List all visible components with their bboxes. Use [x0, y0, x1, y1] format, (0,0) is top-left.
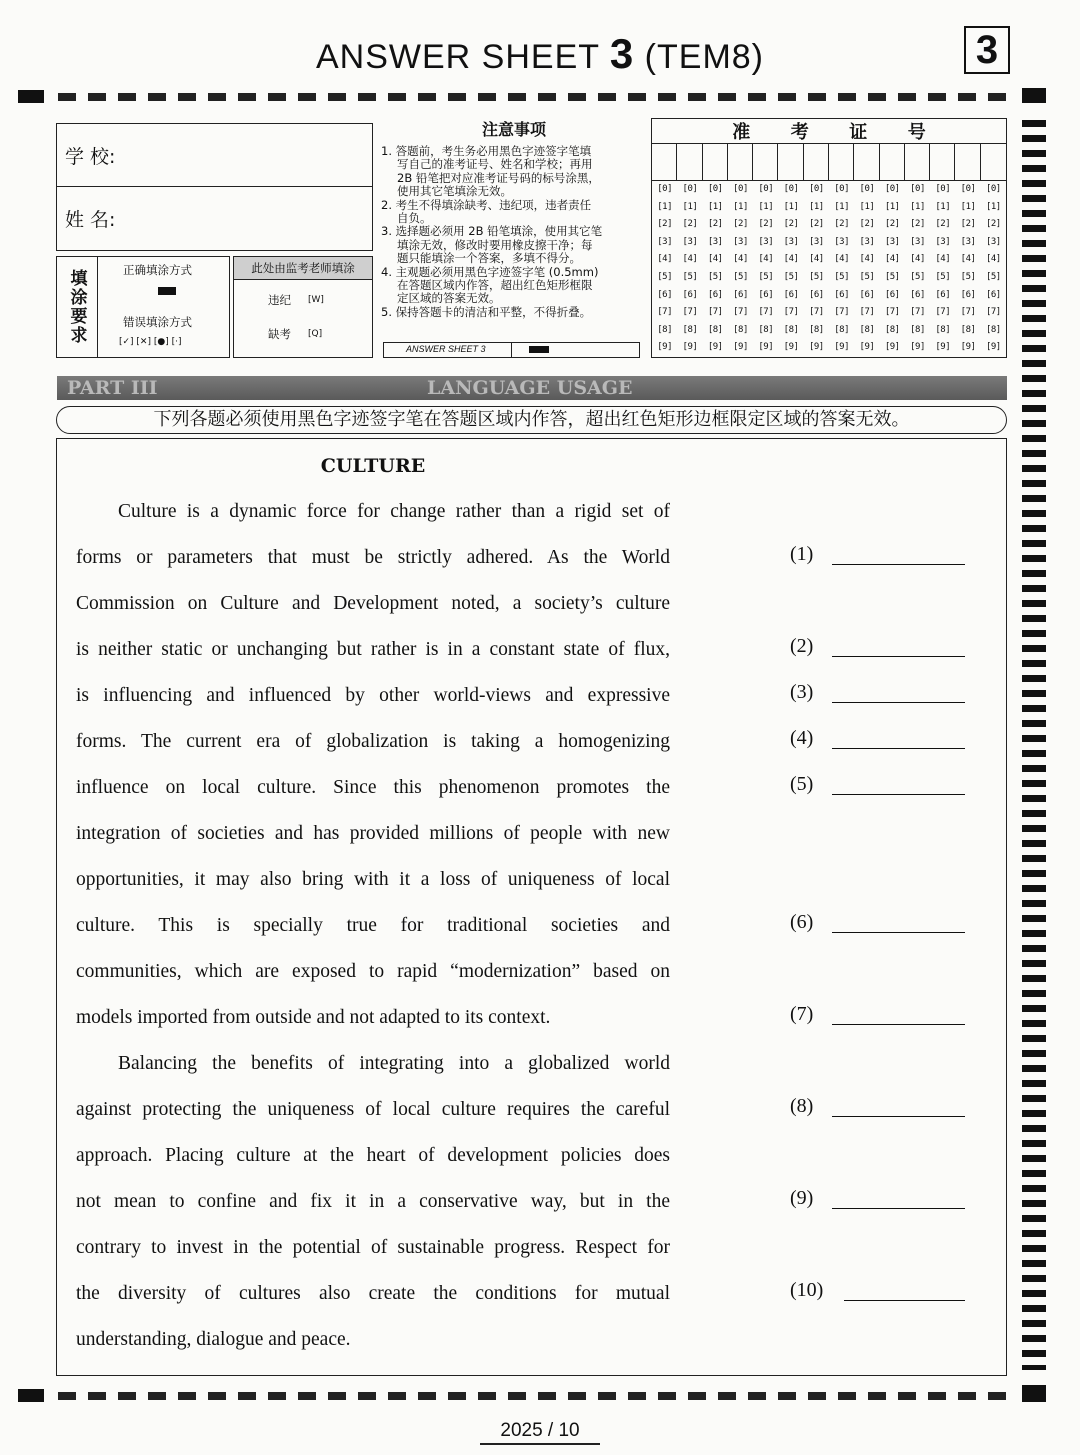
- passage-line: contrary to invest in the potential of sustainable progress. Respect for: [76, 1237, 670, 1258]
- notes-list: [381, 145, 645, 319]
- passage-line: Balancing the benefits of integrating into a globalized world: [118, 1053, 670, 1074]
- exam-id-bubble[interactable]: [1]: [707, 201, 723, 212]
- exam-id-bubble[interactable]: [1]: [733, 201, 748, 212]
- note-line: 自负。: [397, 211, 432, 226]
- exam-id-bubble[interactable]: [1]: [859, 201, 875, 212]
- title-suffix: (TEM8): [644, 38, 764, 76]
- exam-id-bubble[interactable]: [9]: [935, 342, 951, 353]
- note-line: 定区域的答案无效。: [397, 291, 501, 306]
- exam-id-bubble[interactable]: [8]: [884, 324, 900, 335]
- note-line: 5. 保持答题卡的清洁和平整，不得折叠。: [381, 304, 592, 319]
- exam-id-bubble[interactable]: [4]: [758, 254, 774, 265]
- exam-id-write-cells: [652, 144, 1006, 181]
- blank-number: (3): [790, 681, 814, 703]
- note-line: 2B 铅笔把对应准考证号码的标号涂黑，: [397, 170, 600, 185]
- school-field[interactable]: [57, 124, 372, 187]
- exam-id-bubble[interactable]: [6]: [884, 289, 900, 300]
- blank-line[interactable]: [832, 1194, 965, 1209]
- registration-mark: [18, 1389, 44, 1402]
- fill-rules-box: [56, 256, 230, 358]
- part-label: PART III: [67, 377, 158, 399]
- blank-number: (1): [790, 543, 814, 565]
- exam-id-bubble[interactable]: [5]: [859, 271, 875, 282]
- exam-id-bubble[interactable]: [1]: [935, 201, 951, 212]
- exam-id-bubble[interactable]: [2]: [834, 219, 850, 230]
- exam-id-bubble[interactable]: [3]: [834, 236, 850, 247]
- exam-id-bubble[interactable]: [9]: [960, 342, 976, 353]
- exam-id-bubble[interactable]: [4]: [834, 254, 850, 265]
- exam-id-bubble[interactable]: [9]: [808, 342, 824, 353]
- exam-id-bubble[interactable]: [4]: [682, 254, 698, 265]
- exam-id-bubble[interactable]: [2]: [758, 219, 774, 230]
- exam-id-bubble[interactable]: [9]: [884, 342, 900, 353]
- exam-id-bubble[interactable]: [2]: [808, 219, 824, 230]
- exam-id-bubble[interactable]: [4]: [985, 254, 1001, 265]
- exam-id-bubble[interactable]: [2]: [859, 219, 875, 230]
- exam-id-bubble[interactable]: [0]: [733, 184, 748, 194]
- proctor-box: [233, 256, 373, 358]
- title-number: 3: [609, 30, 635, 77]
- blank-number: (4): [790, 727, 814, 749]
- exam-id-bubble[interactable]: [5]: [834, 271, 850, 282]
- school-label: 学 校:: [65, 145, 116, 168]
- exam-id-bubble[interactable]: [7]: [682, 307, 698, 318]
- exam-id-bubble[interactable]: [3]: [960, 236, 976, 247]
- blank-number: (8): [790, 1095, 814, 1117]
- exam-id-bubble[interactable]: [3]: [758, 236, 774, 247]
- exam-id-write-cell[interactable]: [804, 144, 829, 180]
- exam-id-bubble[interactable]: [0]: [783, 184, 799, 194]
- exam-id-bubble[interactable]: [9]: [758, 342, 774, 353]
- passage-line: is neither static or unchanging but rather is in a constant state of flux,: [76, 639, 670, 660]
- exam-id-bubble[interactable]: [4]: [884, 254, 900, 265]
- tag-mark: [529, 346, 549, 353]
- exam-id-bubble-column: [804, 181, 829, 357]
- exam-id-bubble[interactable]: [0]: [758, 184, 774, 194]
- blank-line[interactable]: [832, 550, 965, 565]
- answer-instruction: 下列各题必须使用黑色字迹签字笔在答题区域内作答，超出红色矩形边框限定区域的答案无效。: [56, 406, 1007, 434]
- violation-bubble[interactable]: [W]: [308, 295, 324, 305]
- exam-id-bubble[interactable]: [5]: [682, 271, 698, 282]
- exam-id-write-cell[interactable]: [930, 144, 955, 180]
- exam-id-bubble[interactable]: [0]: [707, 184, 723, 194]
- exam-id-title-char: 证: [849, 122, 868, 143]
- exam-id-bubble[interactable]: [8]: [733, 324, 748, 335]
- exam-id-bubble[interactable]: [8]: [910, 324, 925, 335]
- exam-id-title-char: 号: [907, 122, 926, 143]
- school-name-box: [56, 123, 373, 251]
- proctor-header: 此处由监考老师填涂: [234, 257, 372, 280]
- exam-id-bubble[interactable]: [8]: [707, 324, 723, 335]
- name-label: 姓 名:: [65, 208, 116, 231]
- blank-number: (7): [790, 1003, 814, 1025]
- exam-id-bubble[interactable]: [6]: [834, 289, 850, 300]
- answer-sheet-tag: [383, 342, 640, 358]
- exam-id-bubbles: [652, 181, 1006, 357]
- exam-id-bubble-column: [829, 181, 854, 357]
- exam-id-write-cell[interactable]: [753, 144, 778, 180]
- exam-id-bubble[interactable]: [6]: [935, 289, 951, 300]
- exam-id-write-cell[interactable]: [981, 144, 1006, 180]
- exam-id-bubble[interactable]: [1]: [884, 201, 900, 212]
- exam-id-bubble[interactable]: [8]: [657, 324, 673, 335]
- exam-id-bubble[interactable]: [5]: [884, 271, 900, 282]
- exam-id-bubble[interactable]: [0]: [682, 184, 698, 194]
- exam-id-bubble[interactable]: [7]: [657, 307, 673, 318]
- exam-id-bubble[interactable]: [3]: [783, 236, 799, 247]
- exam-id-title-char: 准: [732, 122, 751, 143]
- exam-id-bubble[interactable]: [7]: [733, 307, 748, 318]
- passage-line: not mean to confine and fix it in a conservative way, but in the: [76, 1191, 670, 1212]
- note-line: 使用其它笔填涂无效。: [397, 184, 512, 199]
- exam-id-bubble[interactable]: [1]: [808, 201, 824, 212]
- blank-line[interactable]: [832, 918, 965, 933]
- sheet-title: [0, 30, 1080, 78]
- passage-line: approach. Placing culture at the heart of development policies does: [76, 1145, 670, 1166]
- exam-id-bubble[interactable]: [7]: [834, 307, 850, 318]
- exam-id-bubble[interactable]: [3]: [682, 236, 698, 247]
- exam-id-bubble[interactable]: [6]: [960, 289, 976, 300]
- exam-id-bubble[interactable]: [2]: [707, 219, 723, 230]
- correct-fill-label: 正确填涂方式: [123, 263, 192, 277]
- exam-id-bubble[interactable]: [3]: [733, 236, 748, 247]
- timing-marks: [1022, 120, 1046, 1370]
- blank-number: (2): [790, 635, 814, 657]
- exam-id-write-cell[interactable]: [677, 144, 702, 180]
- exam-id-bubble[interactable]: [2]: [733, 219, 748, 230]
- passage-line: Commission on Culture and Development noted, a society’s culture: [76, 593, 670, 614]
- exam-id-bubble-column: [854, 181, 879, 357]
- violation-label: 违纪: [268, 293, 291, 307]
- exam-id-bubble[interactable]: [8]: [682, 324, 698, 335]
- answer-blank[interactable]: [790, 1275, 965, 1305]
- exam-id-bubble[interactable]: [9]: [707, 342, 723, 353]
- exam-id-write-cell[interactable]: [728, 144, 753, 180]
- exam-id-bubble[interactable]: [2]: [910, 219, 925, 230]
- exam-id-bubble[interactable]: [6]: [985, 289, 1001, 300]
- blank-line[interactable]: [832, 1010, 965, 1025]
- answer-blank[interactable]: [790, 999, 965, 1029]
- exam-id-bubble[interactable]: [7]: [859, 307, 875, 318]
- exam-id-bubble[interactable]: [2]: [682, 219, 698, 230]
- blank-line[interactable]: [832, 688, 965, 703]
- exam-id-bubble[interactable]: [0]: [834, 184, 850, 194]
- exam-id-bubble[interactable]: [8]: [859, 324, 875, 335]
- exam-id-bubble-column: [905, 181, 930, 357]
- blank-line[interactable]: [832, 780, 965, 795]
- exam-id-bubble[interactable]: [4]: [960, 254, 976, 265]
- passage-line: opportunities, it may also bring with it a loss of uniqueness of local: [76, 869, 670, 890]
- exam-id-write-cell[interactable]: [829, 144, 854, 180]
- exam-id-bubble[interactable]: [3]: [657, 236, 673, 247]
- passage-line: influence on local culture. Since this phenomenon promotes the: [76, 777, 670, 798]
- answer-sheet-tag-text: ANSWER SHEET 3: [406, 344, 486, 354]
- exam-id-bubble[interactable]: [2]: [657, 219, 673, 230]
- exam-id-bubble[interactable]: [5]: [657, 271, 673, 282]
- wrong-fill-label: 错误填涂方式: [123, 315, 192, 329]
- exam-id-bubble[interactable]: [3]: [707, 236, 723, 247]
- exam-id-grid: [651, 118, 1007, 358]
- exam-id-bubble[interactable]: [1]: [758, 201, 774, 212]
- exam-id-bubble[interactable]: [2]: [884, 219, 900, 230]
- blank-number: (9): [790, 1187, 814, 1209]
- answer-blank[interactable]: [790, 539, 965, 569]
- passage-line: integration of societies and has provided millions of people with new: [76, 823, 670, 844]
- exam-id-write-cell[interactable]: [955, 144, 980, 180]
- exam-id-bubble[interactable]: [7]: [783, 307, 799, 318]
- exam-id-bubble[interactable]: [4]: [783, 254, 799, 265]
- exam-id-bubble[interactable]: [2]: [783, 219, 799, 230]
- exam-id-bubble[interactable]: [3]: [985, 236, 1001, 247]
- exam-id-bubble[interactable]: [7]: [884, 307, 900, 318]
- registration-mark: [1022, 88, 1046, 103]
- exam-id-bubble[interactable]: [8]: [985, 324, 1001, 335]
- fill-rules-label: 填涂要求: [57, 257, 98, 357]
- passage-line: the diversity of cultures also create the conditions for mutual: [76, 1283, 670, 1304]
- exam-id-bubble[interactable]: [3]: [935, 236, 951, 247]
- exam-id-bubble[interactable]: [1]: [910, 201, 925, 212]
- exam-id-bubble[interactable]: [4]: [733, 254, 748, 265]
- exam-id-bubble[interactable]: [4]: [808, 254, 824, 265]
- exam-id-bubble[interactable]: [5]: [707, 271, 723, 282]
- exam-id-bubble[interactable]: [0]: [657, 184, 673, 194]
- exam-id-bubble[interactable]: [6]: [783, 289, 799, 300]
- exam-id-bubble[interactable]: [4]: [910, 254, 925, 265]
- blank-number: (5): [790, 773, 814, 795]
- passage-line: forms or parameters that must be strictly adhered. As the World: [76, 547, 670, 568]
- page-number: 2025 / 10: [480, 1420, 599, 1445]
- passage-line: against protecting the uniqueness of local culture requires the careful: [76, 1099, 670, 1120]
- sheet-number-box: 3: [964, 26, 1010, 74]
- answer-blank[interactable]: [790, 677, 965, 707]
- answer-blank[interactable]: [790, 1091, 965, 1121]
- exam-id-bubble[interactable]: [7]: [910, 307, 925, 318]
- note-line: 3. 选择题必须用 2B 铅笔填涂，使用其它笔: [381, 224, 603, 239]
- exam-id-bubble[interactable]: [3]: [808, 236, 824, 247]
- exam-id-bubble[interactable]: [7]: [707, 307, 723, 318]
- answer-blank[interactable]: [790, 907, 965, 937]
- exam-id-bubble[interactable]: [4]: [707, 254, 723, 265]
- exam-id-bubble[interactable]: [2]: [960, 219, 976, 230]
- exam-id-bubble-column: [728, 181, 753, 357]
- exam-id-bubble[interactable]: [0]: [985, 184, 1001, 194]
- blank-line[interactable]: [844, 1286, 965, 1301]
- exam-id-bubble[interactable]: [6]: [657, 289, 673, 300]
- passage-title: CULTURE: [320, 455, 426, 477]
- exam-id-bubble[interactable]: [3]: [910, 236, 925, 247]
- exam-id-bubble[interactable]: [0]: [960, 184, 976, 194]
- exam-id-write-cell[interactable]: [905, 144, 930, 180]
- passage-line: communities, which are exposed to rapid “modernization” based on: [76, 961, 670, 982]
- exam-id-bubble[interactable]: [1]: [834, 201, 850, 212]
- exam-id-bubble[interactable]: [5]: [910, 271, 925, 282]
- passage-line: forms. The current era of globalization is taking a homogenizing: [76, 731, 670, 752]
- exam-id-bubble-column: [981, 181, 1006, 357]
- exam-id-title-char: 考: [790, 122, 809, 143]
- absent-bubble[interactable]: [Q]: [308, 329, 323, 339]
- exam-id-bubble[interactable]: [4]: [935, 254, 951, 265]
- exam-id-bubble[interactable]: [8]: [960, 324, 976, 335]
- wrong-fill-examples: [✓] [✕] [●] [·]: [119, 337, 182, 347]
- exam-id-bubble[interactable]: [8]: [935, 324, 951, 335]
- exam-id-bubble[interactable]: [0]: [808, 184, 824, 194]
- exam-id-bubble[interactable]: [9]: [733, 342, 748, 353]
- exam-id-bubble[interactable]: [2]: [985, 219, 1001, 230]
- exam-id-bubble[interactable]: [5]: [758, 271, 774, 282]
- exam-id-bubble[interactable]: [2]: [935, 219, 951, 230]
- exam-id-bubble[interactable]: [6]: [758, 289, 774, 300]
- exam-id-bubble-column: [778, 181, 803, 357]
- exam-id-bubble[interactable]: [0]: [859, 184, 875, 194]
- exam-id-bubble[interactable]: [7]: [808, 307, 824, 318]
- bottom-dash-row: [58, 1392, 1006, 1400]
- answer-blank[interactable]: [790, 769, 965, 799]
- exam-id-bubble[interactable]: [0]: [910, 184, 925, 194]
- exam-id-bubble[interactable]: [9]: [783, 342, 799, 353]
- exam-id-bubble[interactable]: [3]: [859, 236, 875, 247]
- exam-id-bubble[interactable]: [4]: [657, 254, 673, 265]
- correct-fill-example: [158, 287, 176, 295]
- exam-id-bubble[interactable]: [6]: [808, 289, 824, 300]
- exam-id-bubble[interactable]: [1]: [960, 201, 976, 212]
- exam-id-bubble[interactable]: [6]: [707, 289, 723, 300]
- blank-line[interactable]: [832, 642, 965, 657]
- note-line: 题只能填涂一个答案，多填不得分。: [397, 251, 581, 266]
- exam-id-title: [652, 119, 1006, 144]
- exam-id-write-cell[interactable]: [854, 144, 879, 180]
- note-line: 在答题区域内作答，超出红色矩形框限: [397, 278, 593, 293]
- passage-line: models imported from outside and not adapted to its context.: [76, 1007, 551, 1028]
- exam-id-bubble[interactable]: [6]: [859, 289, 875, 300]
- exam-id-bubble[interactable]: [7]: [758, 307, 774, 318]
- absent-label: 缺考: [268, 327, 291, 341]
- exam-id-bubble[interactable]: [6]: [910, 289, 925, 300]
- exam-id-bubble[interactable]: [8]: [758, 324, 774, 335]
- answer-blank[interactable]: [790, 723, 965, 753]
- exam-id-bubble[interactable]: [9]: [834, 342, 850, 353]
- blank-number: (6): [790, 911, 814, 933]
- notes-title: 注意事项: [481, 120, 546, 139]
- exam-id-bubble[interactable]: [9]: [859, 342, 875, 353]
- top-dash-row: [58, 93, 1006, 101]
- exam-id-bubble[interactable]: [5]: [985, 271, 1001, 282]
- exam-id-bubble[interactable]: [6]: [682, 289, 698, 300]
- page-footer: [0, 1420, 1080, 1442]
- exam-id-bubble[interactable]: [1]: [657, 201, 673, 212]
- blank-number: (10): [790, 1279, 824, 1301]
- exam-id-bubble[interactable]: [5]: [783, 271, 799, 282]
- exam-id-bubble[interactable]: [5]: [733, 271, 748, 282]
- title-prefix: ANSWER SHEET: [315, 38, 600, 76]
- exam-id-bubble[interactable]: [9]: [985, 342, 1001, 353]
- exam-id-bubble[interactable]: [1]: [682, 201, 698, 212]
- note-line: 2. 考生不得填涂缺考、违纪项，违者责任: [381, 197, 592, 212]
- exam-id-bubble[interactable]: [7]: [960, 307, 976, 318]
- exam-id-bubble[interactable]: [0]: [935, 184, 951, 194]
- answer-blank[interactable]: [790, 1183, 965, 1213]
- exam-id-bubble-column: [652, 181, 677, 357]
- exam-id-bubble[interactable]: [9]: [657, 342, 673, 353]
- exam-id-bubble[interactable]: [8]: [834, 324, 850, 335]
- passage-line: is influencing and influenced by other world-views and expressive: [76, 685, 670, 706]
- blank-line[interactable]: [832, 1102, 965, 1117]
- exam-id-bubble[interactable]: [6]: [733, 289, 748, 300]
- blank-line[interactable]: [832, 734, 965, 749]
- exam-id-bubble[interactable]: [7]: [985, 307, 1001, 318]
- part-banner: [57, 376, 1007, 400]
- note-line: 4. 主观题必须用黑色字迹签字笔 (0.5mm): [381, 264, 599, 279]
- exam-id-bubble-column: [880, 181, 905, 357]
- exam-id-bubble[interactable]: [0]: [884, 184, 900, 194]
- exam-id-bubble[interactable]: [1]: [783, 201, 799, 212]
- tag-divider: [511, 342, 512, 358]
- exam-id-bubble[interactable]: [5]: [935, 271, 951, 282]
- exam-id-write-cell[interactable]: [880, 144, 905, 180]
- note-line: 1. 答题前，考生务必用黑色字迹签字笔填: [381, 144, 592, 158]
- exam-id-bubble[interactable]: [9]: [682, 342, 698, 353]
- part-section: LANGUAGE USAGE: [427, 377, 633, 399]
- exam-id-write-cell[interactable]: [778, 144, 803, 180]
- passage-line: Culture is a dynamic force for change rather than a rigid set of: [118, 501, 670, 522]
- exam-id-write-cell[interactable]: [652, 144, 677, 180]
- exam-id-bubble-column: [677, 181, 702, 357]
- exam-id-bubble-column: [930, 181, 955, 357]
- exam-id-bubble[interactable]: [1]: [985, 201, 1001, 212]
- passage-line: understanding, dialogue and peace.: [76, 1329, 351, 1350]
- exam-id-bubble[interactable]: [5]: [808, 271, 824, 282]
- exam-id-bubble-column: [753, 181, 778, 357]
- exam-id-bubble[interactable]: [8]: [808, 324, 824, 335]
- exam-id-bubble[interactable]: [4]: [859, 254, 875, 265]
- exam-id-bubble[interactable]: [9]: [910, 342, 925, 353]
- note-line: 填涂无效，修改时要用橡皮擦干净；每: [397, 237, 593, 252]
- exam-id-bubble[interactable]: [5]: [960, 271, 976, 282]
- exam-id-bubble-column: [955, 181, 980, 357]
- exam-id-bubble-column: [703, 181, 728, 357]
- note-line: 写自己的准考证号、姓名和学校；再用: [397, 157, 593, 172]
- registration-mark: [1022, 1385, 1046, 1402]
- exam-id-write-cell[interactable]: [703, 144, 728, 180]
- exam-id-bubble[interactable]: [8]: [783, 324, 799, 335]
- passage-line: culture. This is specially true for traditional societies and: [76, 915, 670, 936]
- registration-mark: [18, 90, 44, 103]
- answer-blank[interactable]: [790, 631, 965, 661]
- exam-id-bubble[interactable]: [3]: [884, 236, 900, 247]
- exam-id-bubble[interactable]: [7]: [935, 307, 951, 318]
- name-field[interactable]: [57, 187, 372, 249]
